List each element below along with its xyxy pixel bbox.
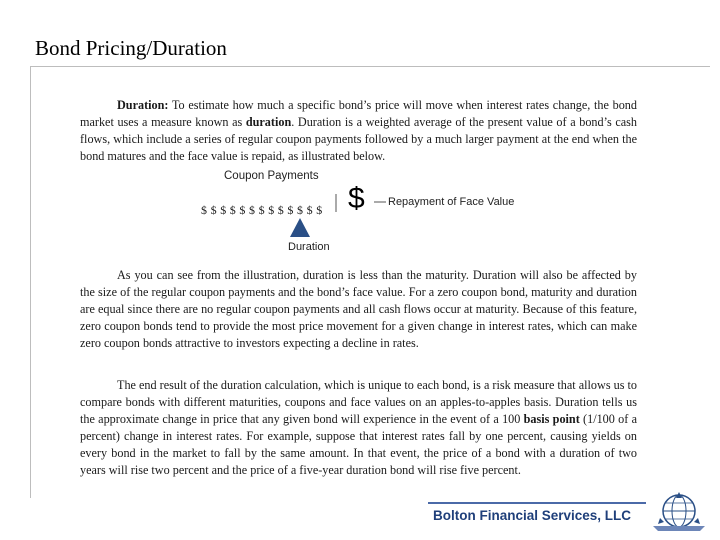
coupon-dollar-row: $$$$$$$$$$$$$ [201,203,326,217]
duration-text-b: . Duration is a weighted average of the present value of a bond’s cash flows, which include a series of regular coupon payments followed by a much larger payment at the end when the bond matures and the face value is repaid, as illustrated below. [80,115,637,164]
basis-point-bold: basis point [523,412,580,427]
duration-fulcrum-icon [290,218,310,237]
coupon-payments-label: Coupon Payments [224,170,319,182]
risk-text-b: (1/100 of a percent) change in interest rates. For example, suppose that interest rates fall by one percent, causing yields on every bond in the market to fall by the same amount. In that event, the price of a bond with a duration of two years will rise two percent and the price of a five-year duration bond will rise five percent. [80,412,637,478]
globe-logo-icon [650,488,708,534]
face-value-dollar: $ [348,182,365,215]
page-title: Bond Pricing/Duration [35,36,227,60]
top-divider [30,66,710,67]
maturity-text: As you can see from the illustration, duration is less than the maturity. Duration will also be affected by the size of the regular coupon payments and the bond’s face value. For a zero coupon bond, maturity and duration are equal since there are no regular coupon payments and all cash flows occur at maturity. Because of this feature, zero coupon bonds tend to provide the most price movement for a given change in interest rates, which can make zero coupon bonds attractive to investors expecting a decline in rates. [80,268,637,351]
risk-text-a: The end result of the duration calculation, which is unique to each bond, is a risk measure that allows us to compare bonds with different maturities, coupons and face values on an apples-to-apples basis. Duration tells us the approximate change in price that any given bond will experience in the event of a 100 [80,378,637,427]
duration-illustration [196,168,556,256]
maturity-paragraph [80,267,637,352]
left-divider [30,66,31,498]
duration-bold: duration [245,115,292,130]
risk-measure-paragraph [80,377,637,480]
duration-term: Duration: [117,98,169,112]
repayment-label: Repayment of Face Value [388,196,515,208]
duration-paragraph [80,97,637,165]
duration-label: Duration [288,241,330,253]
company-name: Bolton Financial Services, LLC [433,508,632,523]
duration-text-a: To estimate how much a specific bond’s price will move when interest rates change, the bond market uses a measure known as [80,98,637,130]
